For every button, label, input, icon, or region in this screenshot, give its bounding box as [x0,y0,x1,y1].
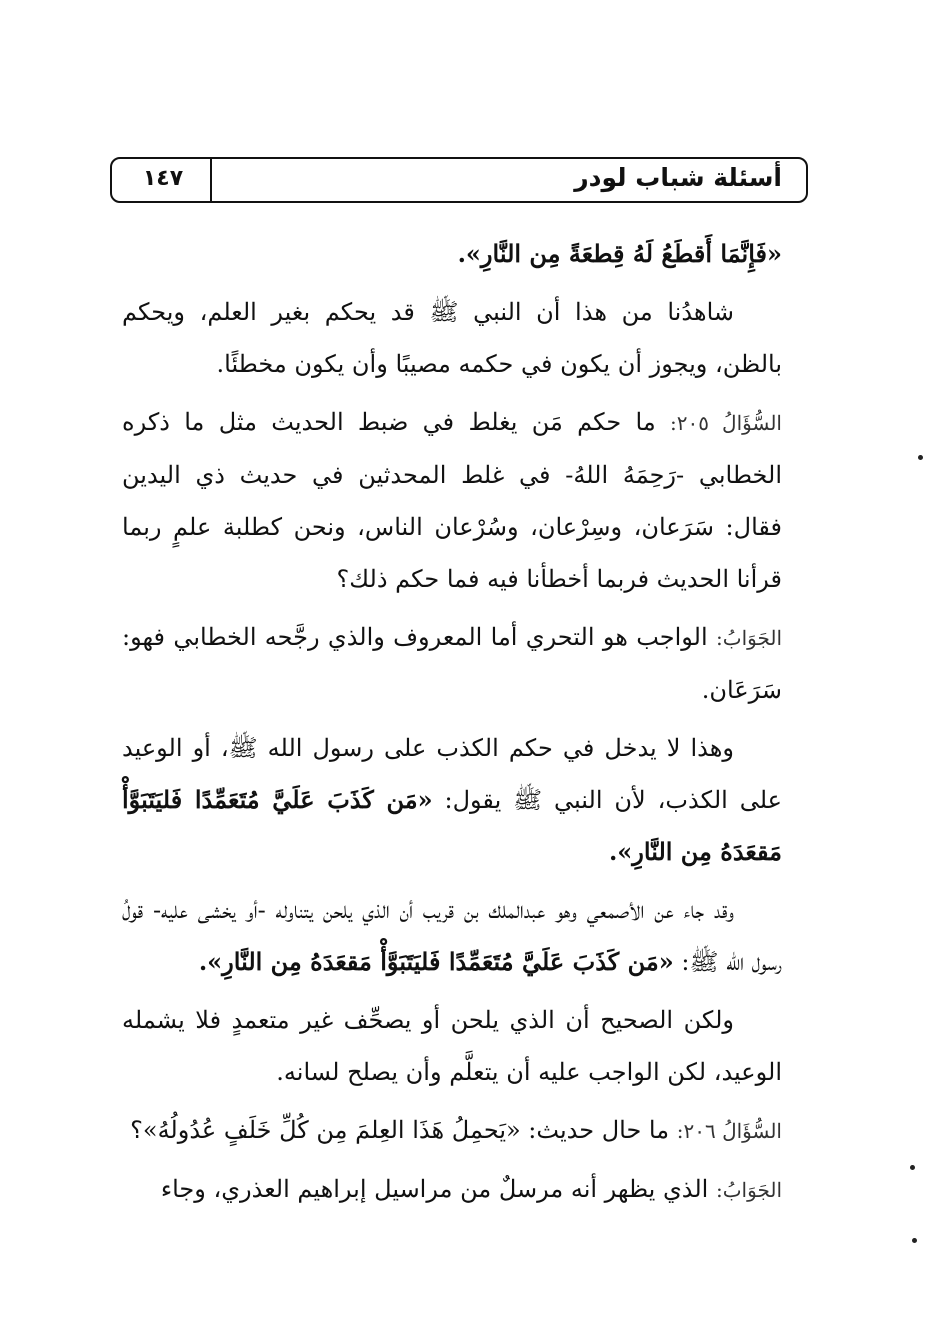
question-label: السُّؤَالُ ٢٠٦: [676,1119,782,1143]
hadith-quote: «مَن كَذَبَ عَلَيَّ مُتَعَمِّدًا فَليَتَبَوَّأْ مَقعَدَهُ مِن النَّارِ». [122,785,782,866]
page-number: ١٤٧ [142,166,184,191]
question-206 [122,1104,782,1157]
answer-label: الجَوَابُ: [715,1178,782,1202]
question-text: ما حكم مَن يغلط في ضبط الحديث مثل ما ذكره الخطابي -رَحِمَهُ اللهُ- في غلط المحدثين في حديث ذي اليدين فقال: سَرَعان، وسِرْعان، وسُرْعان الناس، ونحن كطلبة علمٍ ربما قرأنا الحديث فربما أخطأنا فيه فما حكم ذلك؟ [122,408,782,593]
paragraph-commentary: شاهدُنا من هذا أن النبي ﷺ قد يحكم بغير العلم، ويحكم بالظن، ويجوز أن يكون في حكمه مصيبًا وأن يكون مخطئًا. [122,298,782,378]
answer-text: الذي يظهر أنه مرسلٌ من مراسيل إبراهيم العذري، وجاء [160,1175,709,1203]
margin-dot [912,1238,917,1243]
hadith-quote: «مَن كَذَبَ عَلَيَّ مُتَعَمِّدًا فَليَتَبَوَّأْ مَقعَدَهُ مِن النَّارِ». [198,947,674,976]
page-body [122,228,782,1222]
book-title: أسئلة شباب لودر [574,163,782,192]
paragraph-correct-view: ولكن الصحيح أن الذي يلحن أو يصحِّف غير متعمدٍ فلا يشمله الوعيد، لكن الواجب عليه أن يتعلَّم وأن يصلح لسانه. [122,1006,782,1086]
answer-label: الجَوَابُ: [716,626,783,650]
question-text: ما حال حديث: «يَحمِلُ هَذَا العِلمَ مِن كُلِّ خَلَفٍ عُدُولُهُ»؟ [130,1116,670,1144]
running-header [110,157,810,207]
header-divider [210,157,212,203]
answer-206 [122,1163,782,1216]
margin-dot [910,1165,915,1170]
hadith-line-continuation: «فَإِنَّمَا أَقطَعُ لَهُ قِطعَةً مِن النَّارِ». [457,239,782,268]
question-label: السُّؤَالُ ٢٠٥: [670,411,782,435]
paragraph-asmai: وقد جاء عن الأصمعي وهو عبدالملك بن قريب أن الذي يلحن يتناوله -أو يخشى عليه- قولُ رسول الله ﷺ: «مَن كَذَبَ عَلَيَّ مُتَعَمِّدًا فَليَتَبَوَّأْ مَقعَدَهُ مِن النَّارِ». [122,896,782,976]
paragraph-lying-hadith: وهذا لا يدخل في حكم الكذب على رسول الله ﷺ، أو الوعيد على الكذب، لأن النبي ﷺ يقول: «مَن كَذَبَ عَلَيَّ مُتَعَمِّدًا فَليَتَبَوَّأْ مَقعَدَهُ مِن النَّارِ». [122,734,782,866]
margin-dot [918,455,923,460]
question-205 [122,396,782,605]
answer-text: الواجب هو التحري أما المعروف والذي رجَّحه الخطابي فهو: سَرَعَان. [122,623,782,704]
answer-205 [122,611,782,716]
